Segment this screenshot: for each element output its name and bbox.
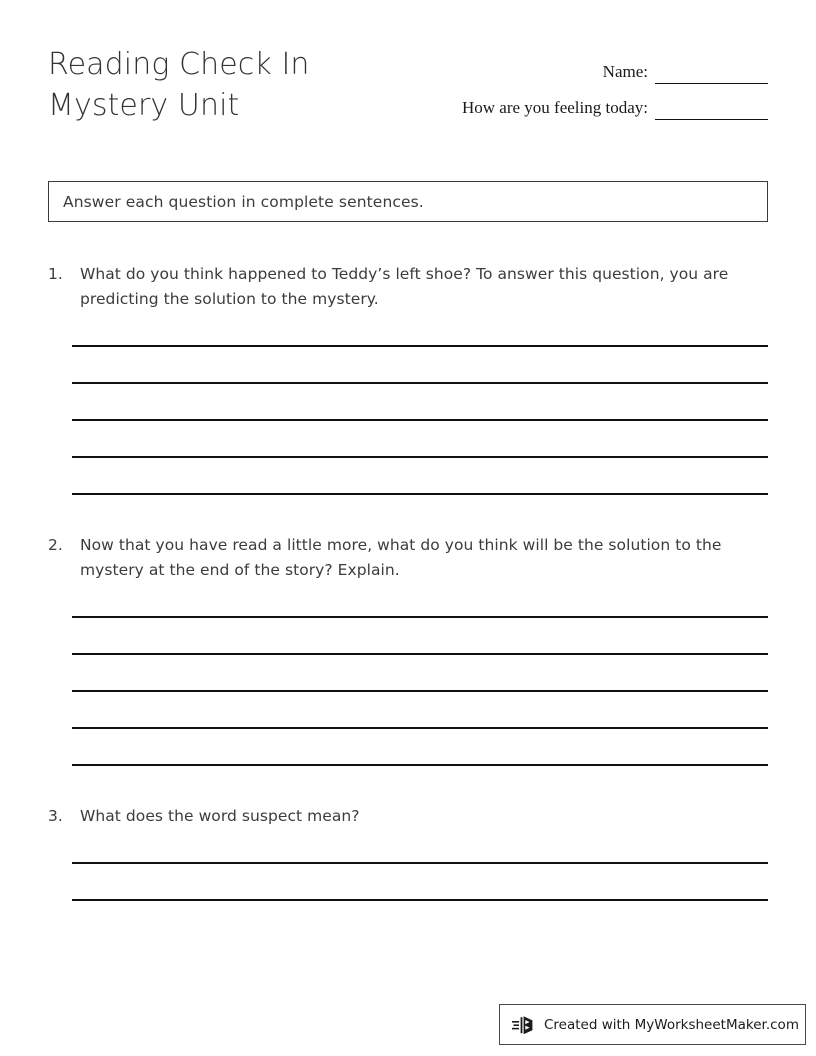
questions-list	[48, 262, 768, 901]
page-title-line-1: Reading Check In	[48, 47, 310, 82]
answer-line[interactable]	[72, 384, 768, 421]
answer-line[interactable]	[72, 312, 768, 347]
answer-line[interactable]	[72, 618, 768, 655]
question-item-3	[48, 804, 768, 901]
answer-line[interactable]	[72, 458, 768, 495]
worksheet-header	[48, 44, 768, 139]
feeling-field-label: How are you feeling today:	[462, 98, 648, 117]
answer-line[interactable]	[72, 829, 768, 864]
answer-line[interactable]	[72, 692, 768, 729]
page-title-line-2: Mystery Unit	[48, 88, 240, 123]
answer-line[interactable]	[72, 729, 768, 766]
feeling-input[interactable]	[655, 97, 768, 120]
student-fields	[396, 48, 768, 120]
question-3-head	[48, 804, 768, 829]
instruction-box	[48, 181, 768, 222]
question-3-number: 3.	[48, 807, 63, 825]
question-2-number: 2.	[48, 536, 63, 554]
worksheet-maker-logo-icon	[512, 1014, 538, 1036]
name-field-row	[396, 48, 768, 84]
question-2-head	[48, 533, 768, 583]
question-3-text: What does the word suspect mean?	[80, 807, 360, 825]
question-2-answer-area[interactable]	[72, 583, 768, 766]
question-1-text: What do you think happened to Teddy’s left shoe? To answer this question, you are predicting the solution to the mystery.	[80, 265, 729, 308]
question-3-answer-area[interactable]	[72, 829, 768, 901]
question-1-head	[48, 262, 768, 312]
created-with-badge-text: Created with MyWorksheetMaker.com	[544, 1016, 799, 1033]
question-1-number: 1.	[48, 265, 63, 283]
answer-line[interactable]	[72, 583, 768, 618]
name-input[interactable]	[655, 61, 768, 84]
question-2-text: Now that you have read a little more, what do you think will be the solution to the mystery at the end of the story? Explain.	[80, 536, 722, 579]
question-1-answer-area[interactable]	[72, 312, 768, 495]
feeling-field-row	[396, 84, 768, 120]
answer-line[interactable]	[72, 655, 768, 692]
answer-line[interactable]	[72, 421, 768, 458]
question-item-1	[48, 262, 768, 495]
created-with-badge[interactable]	[499, 1004, 806, 1045]
answer-line[interactable]	[72, 347, 768, 384]
answer-line[interactable]	[72, 864, 768, 901]
instruction-text: Answer each question in complete sentences.	[63, 192, 424, 211]
name-field-label: Name:	[602, 62, 648, 81]
question-item-2	[48, 533, 768, 766]
